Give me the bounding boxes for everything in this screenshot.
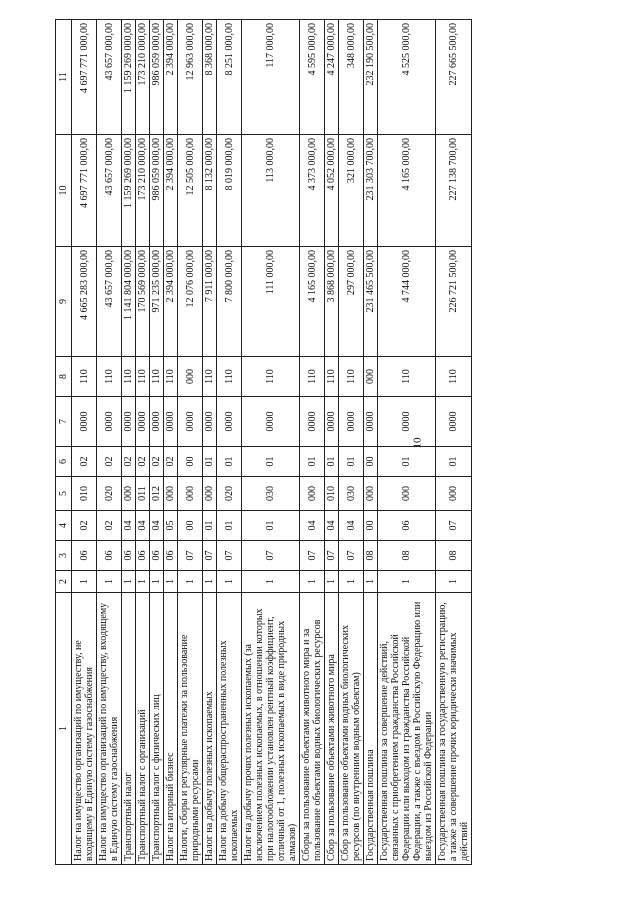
col4-cell: 01 <box>242 511 300 541</box>
row-name-cell: Сбор за пользование объектами водных биологических ресурсов (по внутренним водным объектам) <box>339 593 364 865</box>
col7-cell: 0000 <box>325 397 339 447</box>
col4-cell: 00 <box>178 511 203 541</box>
col5-cell: 010 <box>72 477 97 511</box>
col5-cell: 020 <box>217 477 242 511</box>
col5-cell: 012 <box>150 477 164 511</box>
col8-cell: 110 <box>378 357 436 397</box>
header-cell: 8 <box>56 357 72 397</box>
col5-cell: 000 <box>178 477 203 511</box>
amount-year2-cell: 4 373 000,00 <box>300 135 325 247</box>
table-row <box>217 20 242 865</box>
col3-cell: 08 <box>378 541 436 571</box>
col6-cell: 02 <box>136 447 150 477</box>
amount-year1-cell: 2 394 000,00 <box>164 247 178 357</box>
budget-table-container <box>55 20 620 865</box>
col8-cell: 110 <box>97 357 122 397</box>
col8-cell: 110 <box>122 357 136 397</box>
amount-year2-cell: 227 138 700,00 <box>436 135 472 247</box>
row-name-cell: Налог на имущество организаций по имуществу, входящему в Единую систему газоснабжения <box>97 593 122 865</box>
amount-year1-cell: 4 665 283 000,00 <box>72 247 97 357</box>
col5-cell: 011 <box>136 477 150 511</box>
col3-cell: 06 <box>164 541 178 571</box>
amount-year3-cell: 348 000,00 <box>339 20 364 135</box>
amount-year2-cell: 8 019 000,00 <box>217 135 242 247</box>
col4-cell: 04 <box>339 511 364 541</box>
amount-year3-cell: 4 247 000,00 <box>325 20 339 135</box>
col2-cell: 1 <box>300 571 325 593</box>
col8-cell: 110 <box>242 357 300 397</box>
amount-year1-cell: 231 465 500,00 <box>364 247 378 357</box>
row-name-cell: Транспортный налог <box>122 593 136 865</box>
amount-year1-cell: 170 569 000,00 <box>136 247 150 357</box>
col4-cell: 00 <box>364 511 378 541</box>
col2-cell: 1 <box>436 571 472 593</box>
col7-cell: 0000 <box>122 397 136 447</box>
col2-cell: 1 <box>72 571 97 593</box>
col5-cell: 000 <box>122 477 136 511</box>
col3-cell: 08 <box>436 541 472 571</box>
amount-year1-cell: 111 000,00 <box>242 247 300 357</box>
col3-cell: 07 <box>242 541 300 571</box>
row-name-cell: Налог на добычу общераспространенных полезных ископаемых <box>217 593 242 865</box>
amount-year3-cell: 232 190 500,00 <box>364 20 378 135</box>
col5-cell: 030 <box>339 477 364 511</box>
row-name-cell: Налог на добычу прочих полезных ископаемых (за исключением полезных ископаемых, в отношении которых при налогообложении установлен рентный коэффициент, отличный от 1, полезных ископаемых в виде природных алмазов) <box>242 593 300 865</box>
table-row <box>436 20 472 865</box>
col8-cell: 110 <box>339 357 364 397</box>
col6-cell: 00 <box>178 447 203 477</box>
col8-cell: 110 <box>203 357 217 397</box>
col4-cell: 05 <box>164 511 178 541</box>
header-cell: 5 <box>56 477 72 511</box>
col4-cell: 01 <box>217 511 242 541</box>
amount-year1-cell: 971 235 000,00 <box>150 247 164 357</box>
header-cell: 3 <box>56 541 72 571</box>
col8-cell: 110 <box>136 357 150 397</box>
col4-cell: 04 <box>300 511 325 541</box>
col3-cell: 08 <box>364 541 378 571</box>
col4-cell: 07 <box>436 511 472 541</box>
table-row <box>178 20 203 865</box>
col8-cell: 110 <box>164 357 178 397</box>
table-row <box>72 20 97 865</box>
amount-year3-cell: 43 657 000,00 <box>97 20 122 135</box>
col8-cell: 110 <box>436 357 472 397</box>
col3-cell: 07 <box>203 541 217 571</box>
table-row <box>136 20 150 865</box>
amount-year1-cell: 226 721 500,00 <box>436 247 472 357</box>
col6-cell: 00 <box>364 447 378 477</box>
col2-cell: 1 <box>242 571 300 593</box>
col4-cell: 02 <box>72 511 97 541</box>
col8-cell: 000 <box>364 357 378 397</box>
table-row <box>164 20 178 865</box>
col2-cell: 1 <box>339 571 364 593</box>
header-cell: 11 <box>56 20 72 135</box>
amount-year3-cell: 8 251 000,00 <box>217 20 242 135</box>
col3-cell: 06 <box>122 541 136 571</box>
col6-cell: 02 <box>150 447 164 477</box>
col2-cell: 1 <box>178 571 203 593</box>
col8-cell: 110 <box>150 357 164 397</box>
amount-year2-cell: 8 132 000,00 <box>203 135 217 247</box>
header-cell: 2 <box>56 571 72 593</box>
col2-cell: 1 <box>364 571 378 593</box>
row-name-cell: Налоги, сборы и регулярные платежи за пользование природными ресурсами <box>178 593 203 865</box>
row-name-cell: Налог на имущество организаций по имуществу, не входящему в Единую систему газоснабжения <box>72 593 97 865</box>
col5-cell: 010 <box>325 477 339 511</box>
header-cell: 4 <box>56 511 72 541</box>
amount-year3-cell: 4 697 771 000,00 <box>72 20 97 135</box>
col7-cell: 0000 <box>217 397 242 447</box>
col7-cell: 0000 <box>203 397 217 447</box>
col7-cell: 0000 <box>242 397 300 447</box>
col4-cell: 04 <box>136 511 150 541</box>
col7-cell: 0000 <box>339 397 364 447</box>
amount-year1-cell: 297 000,00 <box>339 247 364 357</box>
amount-year1-cell: 4 744 000,00 <box>378 247 436 357</box>
amount-year1-cell: 4 165 000,00 <box>300 247 325 357</box>
col6-cell: 01 <box>378 447 436 477</box>
amount-year3-cell: 4 595 000,00 <box>300 20 325 135</box>
col6-cell: 01 <box>300 447 325 477</box>
row-name-cell: Налог на игорный бизнес <box>164 593 178 865</box>
amount-year2-cell: 231 303 700,00 <box>364 135 378 247</box>
col4-cell: 01 <box>203 511 217 541</box>
col7-cell: 0000 <box>97 397 122 447</box>
amount-year1-cell: 1 141 804 000,00 <box>122 247 136 357</box>
table-row <box>203 20 217 865</box>
col7-cell: 0000 <box>300 397 325 447</box>
table-row <box>122 20 136 865</box>
amount-year2-cell: 4 052 000,00 <box>325 135 339 247</box>
col3-cell: 07 <box>178 541 203 571</box>
header-row <box>56 20 72 865</box>
col2-cell: 1 <box>122 571 136 593</box>
table-row <box>325 20 339 865</box>
row-name-cell: Транспортный налог с организаций <box>136 593 150 865</box>
col3-cell: 06 <box>97 541 122 571</box>
table-row <box>300 20 325 865</box>
col4-cell: 04 <box>325 511 339 541</box>
col7-cell: 0000 <box>164 397 178 447</box>
amount-year2-cell: 4 165 000,00 <box>378 135 436 247</box>
page-number: 10 <box>411 437 424 449</box>
col3-cell: 06 <box>136 541 150 571</box>
amount-year2-cell: 1 159 269 000,00 <box>122 135 136 247</box>
col2-cell: 1 <box>150 571 164 593</box>
table-row <box>150 20 164 865</box>
amount-year3-cell: 2 394 000,00 <box>164 20 178 135</box>
col6-cell: 02 <box>122 447 136 477</box>
col2-cell: 1 <box>217 571 242 593</box>
col6-cell: 02 <box>97 447 122 477</box>
amount-year1-cell: 43 657 000,00 <box>97 247 122 357</box>
col6-cell: 01 <box>436 447 472 477</box>
amount-year3-cell: 1 159 269 000,00 <box>122 20 136 135</box>
col7-cell: 0000 <box>364 397 378 447</box>
col5-cell: 000 <box>378 477 436 511</box>
col8-cell: 110 <box>72 357 97 397</box>
col7-cell: 0000 <box>136 397 150 447</box>
col6-cell: 01 <box>242 447 300 477</box>
amount-year1-cell: 7 911 000,00 <box>203 247 217 357</box>
budget-revenue-table <box>55 19 472 865</box>
row-name-cell: Сбор за пользование объектами животного мира <box>325 593 339 865</box>
col3-cell: 07 <box>325 541 339 571</box>
col5-cell: 000 <box>203 477 217 511</box>
col6-cell: 01 <box>217 447 242 477</box>
amount-year2-cell: 173 210 000,00 <box>136 135 150 247</box>
row-name-cell: Государственная пошлина за совершение действий, связанных с приобретением гражданства Российской Федерации или выходом из гражданства Российской Федерации, а также с въездом в Российскую Федерацию или выездом из Российской Федерации <box>378 593 436 865</box>
col5-cell: 000 <box>436 477 472 511</box>
col8-cell: 110 <box>217 357 242 397</box>
header-cell: 6 <box>56 447 72 477</box>
header-cell: 7 <box>56 397 72 447</box>
col6-cell: 02 <box>164 447 178 477</box>
col2-cell: 1 <box>203 571 217 593</box>
row-name-cell: Транспортный налог с физических лиц <box>150 593 164 865</box>
col2-cell: 1 <box>97 571 122 593</box>
col5-cell: 000 <box>364 477 378 511</box>
col8-cell: 000 <box>178 357 203 397</box>
col7-cell: 0000 <box>378 397 436 447</box>
col4-cell: 04 <box>122 511 136 541</box>
header-cell: 1 <box>56 593 72 865</box>
col3-cell: 07 <box>217 541 242 571</box>
amount-year3-cell: 986 059 000,00 <box>150 20 164 135</box>
amount-year2-cell: 12 505 000,00 <box>178 135 203 247</box>
table-row <box>364 20 378 865</box>
amount-year1-cell: 3 868 000,00 <box>325 247 339 357</box>
col2-cell: 1 <box>378 571 436 593</box>
amount-year3-cell: 173 210 000,00 <box>136 20 150 135</box>
col5-cell: 000 <box>164 477 178 511</box>
col7-cell: 0000 <box>150 397 164 447</box>
col3-cell: 07 <box>300 541 325 571</box>
col5-cell: 020 <box>97 477 122 511</box>
amount-year1-cell: 12 076 000,00 <box>178 247 203 357</box>
col7-cell: 0000 <box>436 397 472 447</box>
col3-cell: 06 <box>150 541 164 571</box>
row-name-cell: Сборы за пользование объектами животного мира и за пользование объектами водных биологических ресурсов <box>300 593 325 865</box>
col3-cell: 07 <box>339 541 364 571</box>
table-row <box>339 20 364 865</box>
col4-cell: 04 <box>150 511 164 541</box>
col7-cell: 0000 <box>72 397 97 447</box>
amount-year3-cell: 227 665 500,00 <box>436 20 472 135</box>
table-row <box>242 20 300 865</box>
amount-year2-cell: 321 000,00 <box>339 135 364 247</box>
col8-cell: 110 <box>325 357 339 397</box>
table-row <box>378 20 436 865</box>
col6-cell: 01 <box>203 447 217 477</box>
amount-year3-cell: 4 525 000,00 <box>378 20 436 135</box>
amount-year1-cell: 7 800 000,00 <box>217 247 242 357</box>
col2-cell: 1 <box>136 571 150 593</box>
header-cell: 10 <box>56 135 72 247</box>
col5-cell: 000 <box>300 477 325 511</box>
header-cell: 9 <box>56 247 72 357</box>
col2-cell: 1 <box>325 571 339 593</box>
col2-cell: 1 <box>164 571 178 593</box>
col6-cell: 02 <box>72 447 97 477</box>
col5-cell: 030 <box>242 477 300 511</box>
table-row <box>97 20 122 865</box>
col7-cell: 0000 <box>178 397 203 447</box>
col6-cell: 01 <box>339 447 364 477</box>
row-name-cell: Налог на добычу полезных ископаемых <box>203 593 217 865</box>
amount-year3-cell: 117 000,00 <box>242 20 300 135</box>
amount-year2-cell: 986 059 000,00 <box>150 135 164 247</box>
amount-year2-cell: 2 394 000,00 <box>164 135 178 247</box>
col4-cell: 02 <box>97 511 122 541</box>
amount-year2-cell: 113 000,00 <box>242 135 300 247</box>
col3-cell: 06 <box>72 541 97 571</box>
amount-year2-cell: 43 657 000,00 <box>97 135 122 247</box>
amount-year3-cell: 8 368 000,00 <box>203 20 217 135</box>
row-name-cell: Государственная пошлина <box>364 593 378 865</box>
amount-year3-cell: 12 963 000,00 <box>178 20 203 135</box>
col8-cell: 110 <box>300 357 325 397</box>
row-name-cell: Государственная пошлина за государственную регистрацию, а также за совершение прочих юридически значимых действий <box>436 593 472 865</box>
col6-cell: 01 <box>325 447 339 477</box>
col4-cell: 06 <box>378 511 436 541</box>
amount-year2-cell: 4 697 771 000,00 <box>72 135 97 247</box>
